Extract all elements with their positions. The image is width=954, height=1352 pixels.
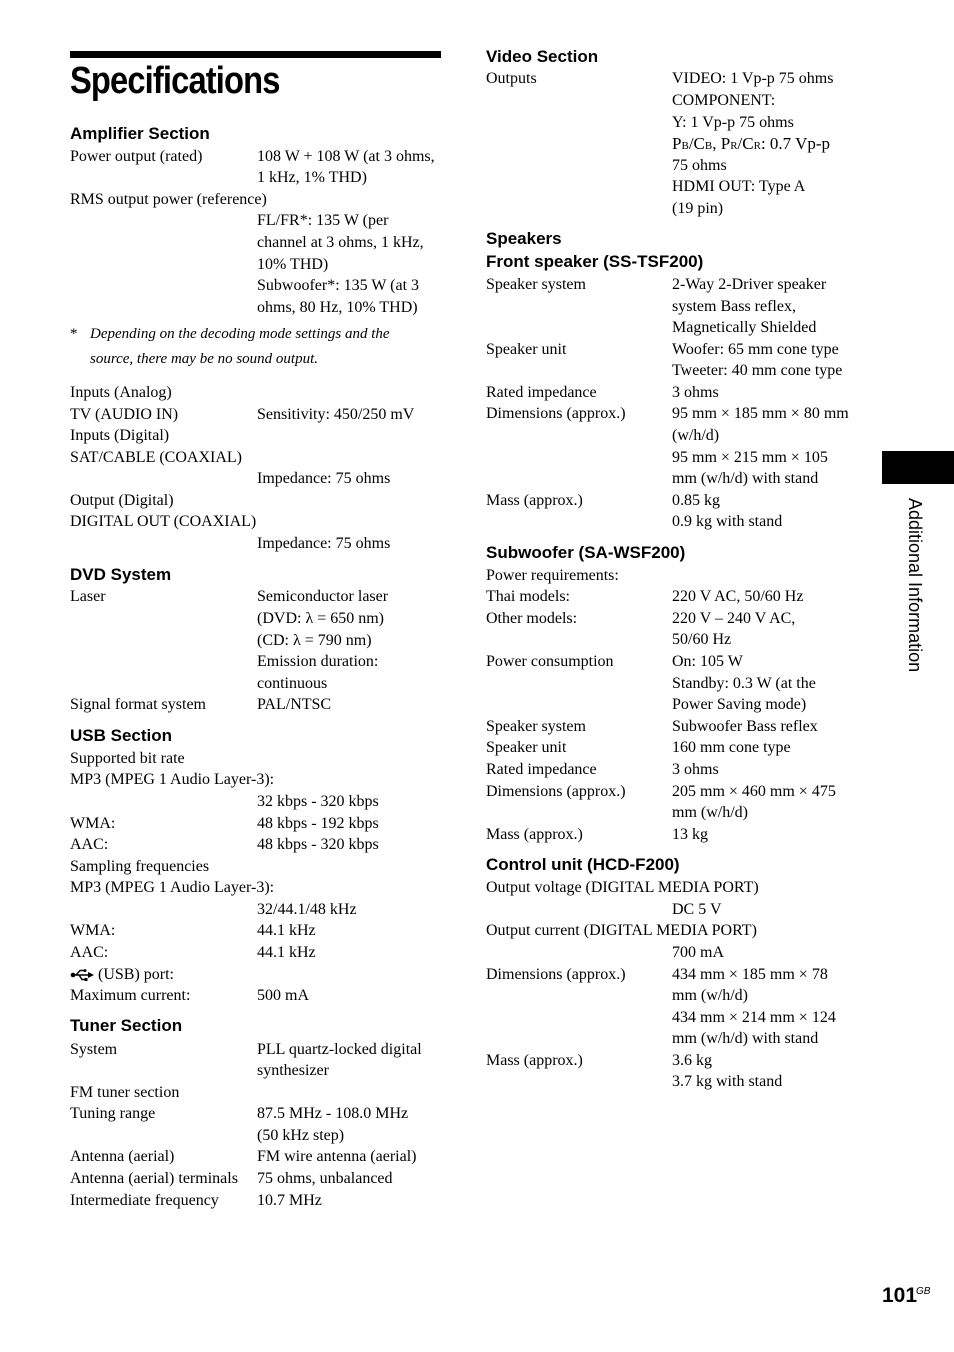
spec-label: Speaker system xyxy=(486,718,586,735)
spec-value: On: 105 W xyxy=(672,653,743,670)
spec-value: 500 mA xyxy=(257,987,309,1004)
dvd-section-heading: DVD System xyxy=(70,565,172,584)
spec-value: ohms, 80 Hz, 10% THD) xyxy=(257,299,418,316)
spec-label: RMS output power (reference) xyxy=(70,191,267,208)
spec-label: AAC: xyxy=(70,836,109,853)
footnote-line: Depending on the decoding mode settings and the xyxy=(90,326,390,342)
spec-value: 50/60 Hz xyxy=(672,631,732,648)
spec-value: 13 kg xyxy=(672,826,708,843)
spec-value: Standby: 0.3 W (at the xyxy=(672,675,816,692)
spec-value: Y: 1 Vp-p 75 ohms xyxy=(672,114,794,131)
spec-value: continuous xyxy=(257,675,328,692)
spec-label: TV (AUDIO IN) xyxy=(70,406,179,423)
text-fragment: : 0.7 Vp-p xyxy=(760,134,831,153)
spec-label: Dimensions (approx.) xyxy=(486,966,626,983)
spec-value: 160 mm cone type xyxy=(672,739,791,756)
spec-label: Intermediate frequency xyxy=(70,1192,219,1209)
spec-value: synthesizer xyxy=(257,1062,329,1079)
spec-value: (19 pin) xyxy=(672,200,724,217)
spec-label: WMA: xyxy=(70,815,116,832)
amplifier-section-heading: Amplifier Section xyxy=(70,124,210,143)
spec-label: Mass (approx.) xyxy=(486,1052,583,1069)
spec-label: Maximum current: xyxy=(70,987,191,1004)
spec-value: 3.7 kg with stand xyxy=(672,1073,783,1090)
spec-value: 10% THD) xyxy=(257,256,329,273)
footnote-line: source, there may be no sound output. xyxy=(90,351,319,367)
spec-value: (w/h/d) xyxy=(672,427,720,444)
video-section-heading: Video Section xyxy=(486,47,599,66)
spec-label: Rated impedance xyxy=(486,761,597,778)
spec-label: Other models: xyxy=(486,610,578,627)
spec-value: 32 kbps - 320 kbps xyxy=(257,793,379,810)
spec-label: Signal format system xyxy=(70,696,206,713)
spec-value: Emission duration: xyxy=(257,653,379,670)
spec-label: Power output (rated) xyxy=(70,148,203,165)
usb-icon xyxy=(70,969,94,981)
spec-value: Magnetically Shielded xyxy=(672,319,817,336)
spec-label: Power consumption xyxy=(486,653,614,670)
text-fragment: R xyxy=(730,140,738,152)
spec-label: Speaker unit xyxy=(486,739,567,756)
text-fragment: P xyxy=(672,134,682,153)
text-fragment: R xyxy=(753,140,761,152)
spec-value: 44.1 kHz xyxy=(257,944,316,961)
spec-label: Mass (approx.) xyxy=(486,826,583,843)
spec-value: mm (w/h/d) xyxy=(672,804,748,821)
spec-value: channel at 3 ohms, 1 kHz, xyxy=(257,234,424,251)
spec-value: 434 mm × 185 mm × 78 xyxy=(672,966,828,983)
text-fragment: /C xyxy=(688,134,705,153)
spec-value: 3 ohms xyxy=(672,384,719,401)
spec-value: 75 ohms xyxy=(672,157,727,174)
usb-section-heading: USB Section xyxy=(70,726,173,745)
spec-value: 48 kbps - 192 kbps xyxy=(257,815,379,832)
text-fragment: B xyxy=(704,140,713,152)
spec-label: WMA: xyxy=(70,922,116,939)
spec-label: Thai models: xyxy=(486,588,570,605)
spec-label: SAT/CABLE (COAXIAL) xyxy=(70,449,242,466)
spec-label: Speaker unit xyxy=(486,341,567,358)
spec-label: Dimensions (approx.) xyxy=(486,783,626,800)
spec-value: 2-Way 2-Driver speaker xyxy=(672,276,827,293)
page-number: 101 xyxy=(882,1284,918,1307)
spec-value: 220 V AC, 50/60 Hz xyxy=(672,588,804,605)
tuner-section-heading: Tuner Section xyxy=(70,1016,183,1035)
page-title: Specifications xyxy=(70,60,280,102)
spec-label: Output voltage (DIGITAL MEDIA PORT) xyxy=(486,879,759,896)
footnote-marker: * xyxy=(70,326,78,342)
spec-value: 0.9 kg with stand xyxy=(672,513,783,530)
spec-value: DC 5 V xyxy=(672,901,722,918)
spec-value: 44.1 kHz xyxy=(257,922,316,939)
spec-value: Tweeter: 40 mm cone type xyxy=(672,362,843,379)
spec-value: Power Saving mode) xyxy=(672,696,807,713)
spec-value: 0.85 kg xyxy=(672,492,720,509)
text-fragment: /C xyxy=(737,134,754,153)
page-suffix: GB xyxy=(916,1286,931,1297)
spec-label: Laser xyxy=(70,588,106,605)
spec-value: mm (w/h/d) with stand xyxy=(672,1030,819,1047)
spec-value: mm (w/h/d) with stand xyxy=(672,470,819,487)
spec-value: (DVD: λ = 650 nm) xyxy=(257,610,384,627)
spec-value: PLL quartz-locked digital xyxy=(257,1041,422,1058)
spec-value: Semiconductor laser xyxy=(257,588,389,605)
spec-label: Inputs (Digital) xyxy=(70,427,170,444)
spec-label: (USB) port: xyxy=(98,966,174,983)
spec-value: 95 mm × 185 mm × 80 mm xyxy=(672,405,849,422)
spec-value: PAL/NTSC xyxy=(257,696,332,713)
spec-label: Output current (DIGITAL MEDIA PORT) xyxy=(486,922,757,939)
spec-value: Subwoofer Bass reflex xyxy=(672,718,818,735)
side-tab-label: Additional Information xyxy=(905,498,925,673)
spec-label: Antenna (aerial) terminals xyxy=(70,1170,238,1187)
spec-label: FM tuner section xyxy=(70,1084,180,1101)
spec-label: Dimensions (approx.) xyxy=(486,405,626,422)
spec-value: 205 mm × 460 mm × 475 xyxy=(672,783,836,800)
spec-value: 108 W + 108 W (at 3 ohms, xyxy=(257,148,435,165)
subwoofer-heading: Subwoofer (SA-WSF200) xyxy=(486,543,686,562)
spec-label: System xyxy=(70,1041,118,1058)
spec-label: Sampling frequencies xyxy=(70,858,210,875)
spec-value: VIDEO: 1 Vp-p 75 ohms xyxy=(672,70,834,87)
spec-value: (50 kHz step) xyxy=(257,1127,345,1144)
control-unit-heading: Control unit (HCD-F200) xyxy=(486,855,680,874)
spec-value: HDMI OUT: Type A xyxy=(672,178,806,195)
usb-port-row xyxy=(70,964,174,986)
spec-value: 32/44.1/48 kHz xyxy=(257,901,357,918)
spec-label: Tuning range xyxy=(70,1105,156,1122)
spec-value: Impedance: 75 ohms xyxy=(257,470,391,487)
spec-value: 220 V – 240 V AC, xyxy=(672,610,796,627)
spec-label: Power requirements: xyxy=(486,567,619,584)
spec-value: 48 kbps - 320 kbps xyxy=(257,836,379,853)
spec-value: (CD: λ = 790 nm) xyxy=(257,632,372,649)
spec-label: Antenna (aerial) xyxy=(70,1148,175,1165)
spec-label: Output (Digital) xyxy=(70,492,174,509)
spec-value: 700 mA xyxy=(672,944,724,961)
speakers-heading: Speakers xyxy=(486,229,562,248)
section-tab-marker xyxy=(882,451,954,484)
spec-value-component xyxy=(672,133,830,158)
spec-label: Mass (approx.) xyxy=(486,492,583,509)
spec-value: 10.7 MHz xyxy=(257,1192,322,1209)
spec-value: system Bass reflex, xyxy=(672,298,796,315)
spec-label: Speaker system xyxy=(486,276,586,293)
spec-value: 75 ohms, unbalanced xyxy=(257,1170,393,1187)
spec-value: 3 ohms xyxy=(672,761,719,778)
spec-value: Subwoofer*: 135 W (at 3 xyxy=(257,277,420,294)
spec-value: COMPONENT: xyxy=(672,92,776,109)
title-rule xyxy=(70,51,441,58)
spec-value: FM wire antenna (aerial) xyxy=(257,1148,417,1165)
spec-value: mm (w/h/d) xyxy=(672,987,748,1004)
spec-label: DIGITAL OUT (COAXIAL) xyxy=(70,513,257,530)
text-fragment: B xyxy=(681,140,689,152)
spec-value: Impedance: 75 ohms xyxy=(257,535,391,552)
spec-value: 87.5 MHz - 108.0 MHz xyxy=(257,1105,409,1122)
spec-value: Woofer: 65 mm cone type xyxy=(672,341,839,358)
spec-label: Rated impedance xyxy=(486,384,597,401)
spec-value: 95 mm × 215 mm × 105 xyxy=(672,449,828,466)
front-speaker-heading: Front speaker (SS-TSF200) xyxy=(486,252,704,271)
spec-label: MP3 (MPEG 1 Audio Layer-3): xyxy=(70,771,275,788)
text-fragment: , P xyxy=(712,134,731,153)
spec-value: 1 kHz, 1% THD) xyxy=(257,169,367,186)
spec-label: AAC: xyxy=(70,944,109,961)
spec-value: 3.6 kg xyxy=(672,1052,712,1069)
spec-label: Outputs xyxy=(486,70,537,87)
spec-label: Supported bit rate xyxy=(70,750,185,767)
spec-value: Sensitivity: 450/250 mV xyxy=(257,406,415,423)
spec-value: 434 mm × 214 mm × 124 xyxy=(672,1009,836,1026)
spec-label: MP3 (MPEG 1 Audio Layer-3): xyxy=(70,879,275,896)
spec-label: Inputs (Analog) xyxy=(70,384,172,401)
spec-value: FL/FR*: 135 W (per xyxy=(257,212,389,229)
